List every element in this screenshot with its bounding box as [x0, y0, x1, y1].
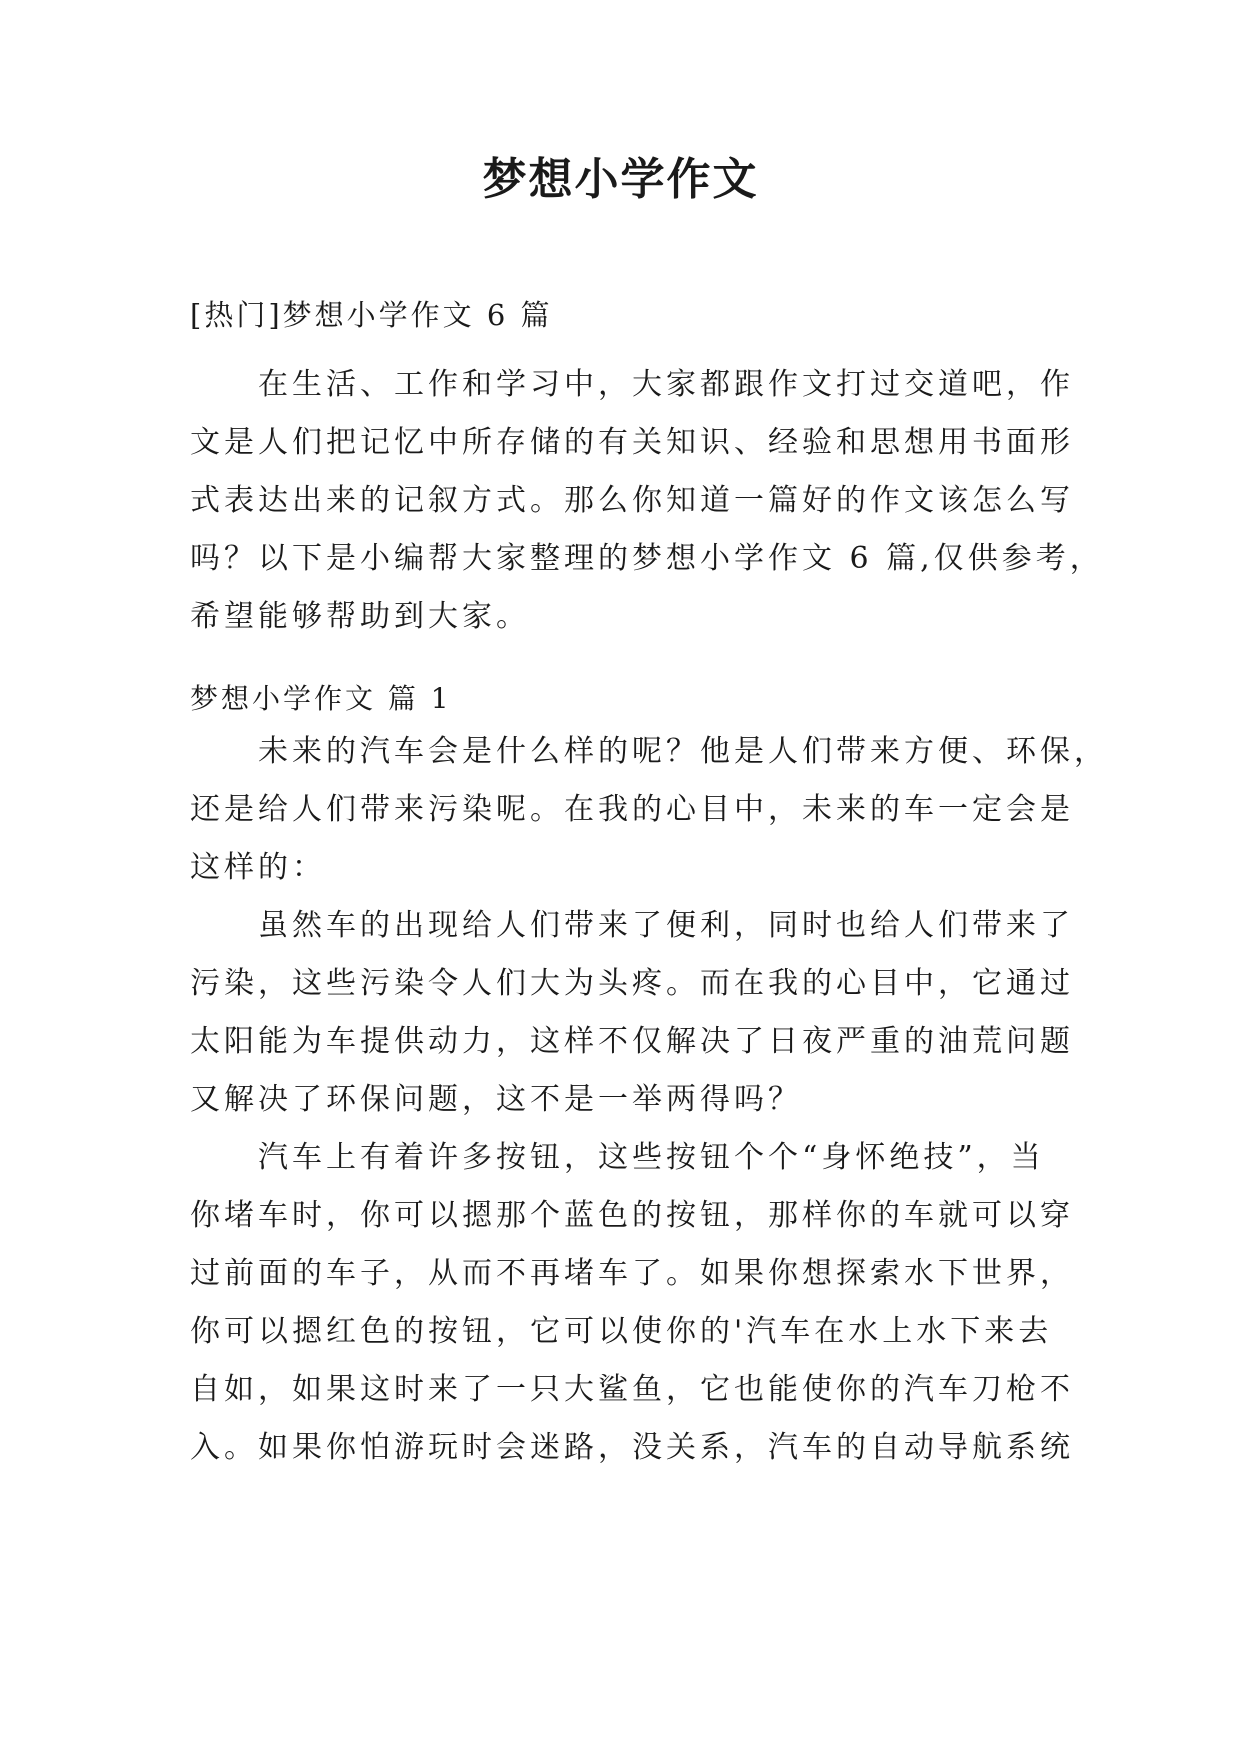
document-subtitle: [热门]梦想小学作文 6 篇	[190, 298, 553, 332]
intro-line: 希望能够帮助到大家。	[190, 599, 530, 634]
intro-line: 式表达出来的记叙方式。那么你知道一篇好的作文该怎么写	[190, 483, 1074, 518]
paragraph2-line: 太阳能为车提供动力，这样不仅解决了日夜严重的油荒问题	[190, 1024, 1074, 1059]
article-body	[190, 723, 1108, 1477]
paragraph3-line: 自如，如果这时来了一只大鲨鱼，它也能使你的汽车刀枪不	[190, 1372, 1074, 1407]
paragraph2-line: 污染，这些污染令人们大为头疼。而在我的心目中，它通过	[190, 966, 1074, 1001]
paragraph2-line: 虽然车的出现给人们带来了便利，同时也给人们带来了	[258, 908, 1074, 943]
paragraph3-line: 你可以摁红色的按钮，它可以使你的'汽车在水上水下来去	[190, 1314, 1053, 1349]
intro-paragraph	[190, 356, 1104, 646]
paragraph1-line: 还是给人们带来污染呢。在我的心目中，未来的车一定会是	[190, 792, 1074, 827]
intro-line: 在生活、工作和学习中，大家都跟作文打过交道吧，作	[258, 367, 1074, 402]
paragraph3-line: 过前面的车子，从而不再堵车了。如果你想探索水下世界，	[190, 1256, 1074, 1291]
paragraph3-line: 汽车上有着许多按钮，这些按钮个个“身怀绝技”，当	[258, 1140, 1045, 1175]
paragraph1-line: 未来的汽车会是什么样的呢？他是人们带来方便、环保，	[258, 734, 1108, 769]
section-heading: 梦想小学作文 篇 1	[190, 682, 452, 715]
paragraph1-line: 这样的：	[190, 850, 326, 885]
section-heading-block	[190, 671, 1050, 727]
document-title: 梦想小学作文	[482, 154, 759, 205]
paragraph3-line: 你堵车时，你可以摁那个蓝色的按钮，那样你的车就可以穿	[190, 1198, 1074, 1233]
paragraph3-line: 入。如果你怕游玩时会迷路，没关系，汽车的自动导航系统	[190, 1430, 1074, 1465]
intro-line: 吗？以下是小编帮大家整理的梦想小学作文 6 篇,仅供参考，	[190, 541, 1104, 576]
paragraph2-line: 又解决了环保问题，这不是一举两得吗？	[190, 1082, 802, 1117]
intro-line: 文是人们把记忆中所存储的有关知识、经验和思想用书面形	[190, 425, 1074, 460]
